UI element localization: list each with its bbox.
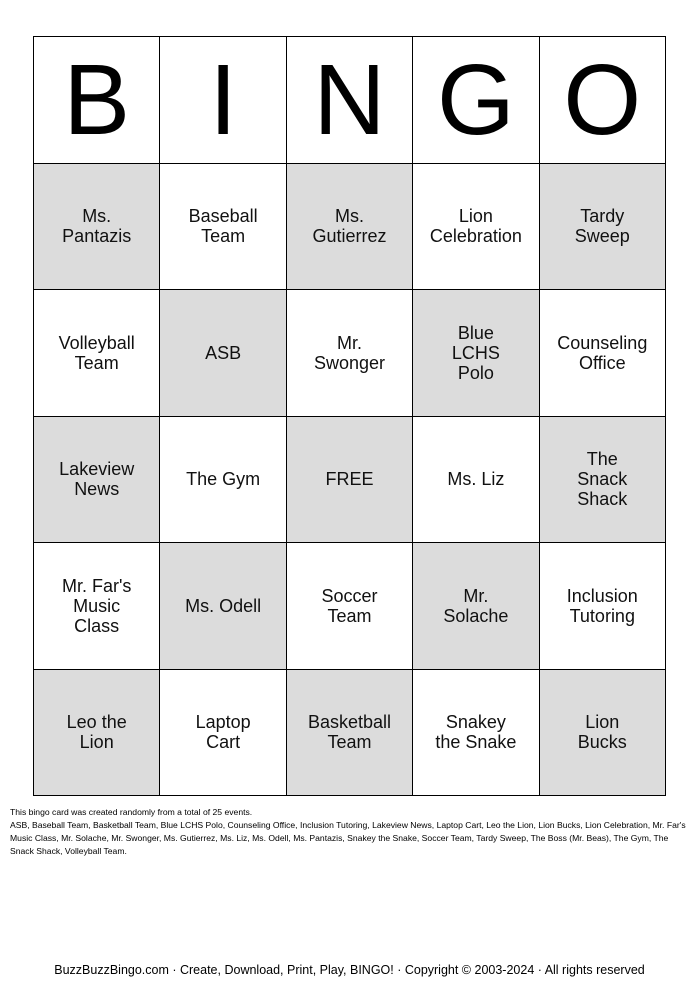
bingo-square[interactable]: Ms. Pantazis bbox=[34, 164, 160, 291]
bingo-square[interactable]: Snakey the Snake bbox=[413, 670, 539, 797]
bingo-square[interactable]: Mr. Swonger bbox=[287, 290, 413, 417]
bingo-square[interactable]: The Snack Shack bbox=[540, 417, 666, 544]
bingo-square[interactable]: Tardy Sweep bbox=[540, 164, 666, 291]
bingo-square[interactable]: ASB bbox=[160, 290, 286, 417]
bingo-square[interactable]: Counseling Office bbox=[540, 290, 666, 417]
bingo-square[interactable]: Ms. Gutierrez bbox=[287, 164, 413, 291]
bingo-square[interactable]: The Gym bbox=[160, 417, 286, 544]
bingo-square[interactable]: Inclusion Tutoring bbox=[540, 543, 666, 670]
card-info-note bbox=[10, 806, 690, 858]
header-letter-i: I bbox=[160, 37, 286, 164]
card-event-list: ASB, Baseball Team, Basketball Team, Blue LCHS Polo, Counseling Office, Inclusion Tutoring, Lakeview News, Laptop Cart, Leo the Lion, Lion Bucks, Lion Celebration, Mr. Far's Music Class, Mr. Solache, Mr. Swonger, Ms. Gutierrez, Ms. Liz, Ms. Odell, Ms. Pantazis, Snakey the Snake, Soccer Team, Tardy Sweep, The Boss (Mr. Beas), The Gym, The Snack Shack, Volleyball Team. bbox=[10, 820, 686, 856]
bingo-square[interactable]: Volleyball Team bbox=[34, 290, 160, 417]
bingo-square[interactable]: Mr. Solache bbox=[413, 543, 539, 670]
site-footer: BuzzBuzzBingo.com · Create, Download, Print, Play, BINGO! · Copyright © 2003-2024 · All rights reserved bbox=[54, 963, 645, 977]
bingo-square[interactable]: Lakeview News bbox=[34, 417, 160, 544]
bingo-square[interactable]: Laptop Cart bbox=[160, 670, 286, 797]
bingo-square[interactable]: Mr. Far's Music Class bbox=[34, 543, 160, 670]
bingo-square[interactable]: Lion Celebration bbox=[413, 164, 539, 291]
card-info-intro: This bingo card was created randomly from a total of 25 events. bbox=[10, 807, 253, 817]
free-square[interactable]: FREE bbox=[287, 417, 413, 544]
bingo-square[interactable]: Soccer Team bbox=[287, 543, 413, 670]
bingo-square[interactable]: Ms. Odell bbox=[160, 543, 286, 670]
bingo-card bbox=[33, 36, 666, 796]
bingo-square[interactable]: Blue LCHS Polo bbox=[413, 290, 539, 417]
header-letter-g: G bbox=[413, 37, 539, 164]
bingo-square[interactable]: Lion Bucks bbox=[540, 670, 666, 797]
header-letter-b: B bbox=[34, 37, 160, 164]
bingo-square[interactable]: Basketball Team bbox=[287, 670, 413, 797]
bingo-square[interactable]: Ms. Liz bbox=[413, 417, 539, 544]
bingo-square[interactable]: Baseball Team bbox=[160, 164, 286, 291]
header-letter-o: O bbox=[540, 37, 666, 164]
header-letter-n: N bbox=[287, 37, 413, 164]
bingo-square[interactable]: Leo the Lion bbox=[34, 670, 160, 797]
